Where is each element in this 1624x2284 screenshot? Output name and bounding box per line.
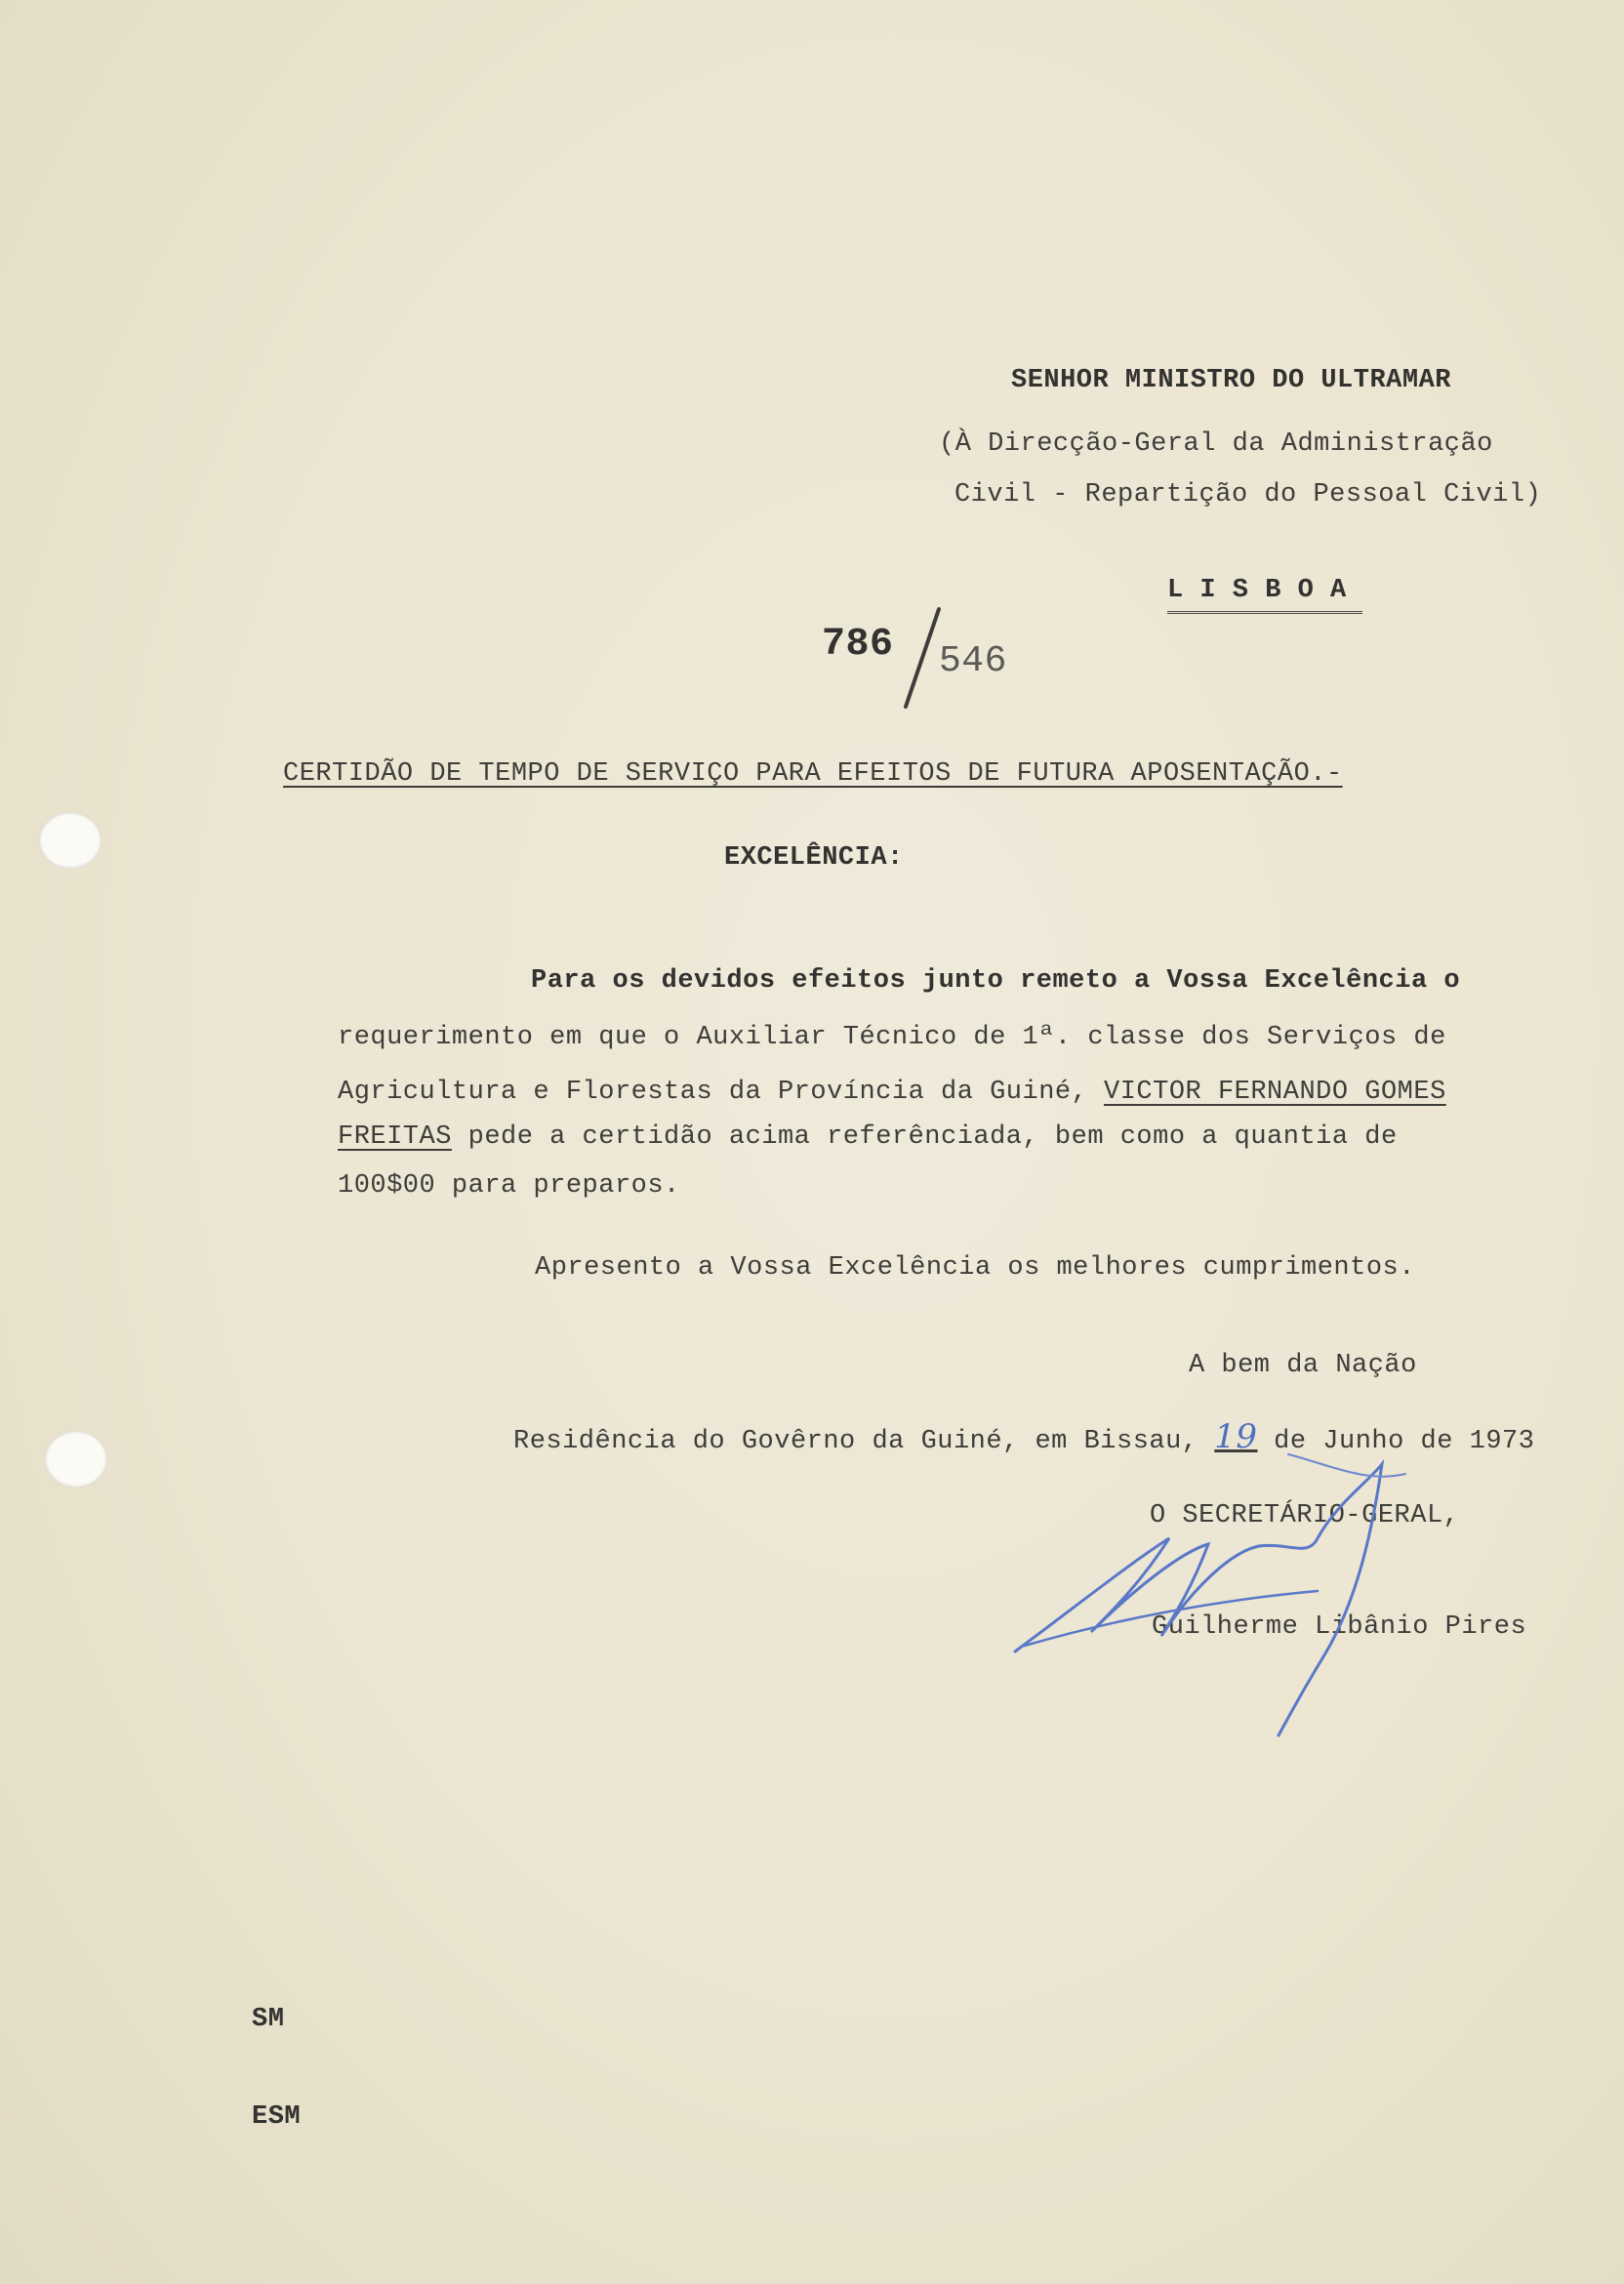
subject-line: CERTIDÃO DE TEMPO DE SERVIÇO PARA EFEITOS DE FUTURA APOSENTAÇÃO.-: [283, 759, 1343, 789]
reference-sub-number: 546: [939, 640, 1007, 682]
footer-initials-2: ESM: [252, 2102, 302, 2132]
punch-hole-bottom: [45, 1431, 107, 1488]
handwritten-signature: [995, 1445, 1581, 1757]
body-p2: Apresento a Vossa Excelência os melhores cumprimentos.: [535, 1253, 1415, 1283]
body-p1-line-4: [338, 1122, 1398, 1152]
place-date-text: Residência do Govêrno da Guiné, em Bissau,: [513, 1427, 1215, 1456]
body-p1-line-2: requerimento em que o Auxiliar Técnico de 1ª. classe dos Serviços de: [338, 1023, 1446, 1052]
date-day: 19: [1214, 1417, 1258, 1456]
city-double-underline: [1167, 611, 1362, 614]
date-month-year: de Junho de 1973: [1257, 1427, 1535, 1456]
addressee-city: L I S B O A: [1167, 576, 1347, 605]
footer-initials-1: SM: [252, 2005, 285, 2034]
body-p1-line-3: [338, 1078, 1446, 1107]
reference-number: 786: [822, 623, 894, 667]
reference-slash: [898, 605, 947, 713]
body-p1-line-4-text: pede a certidão acima referênciada, bem como a quantia de: [451, 1122, 1398, 1152]
signatory-name: Guilherme Libânio Pires: [1152, 1612, 1527, 1642]
addressee-line-2: (À Direcção-Geral da Administração: [939, 429, 1493, 459]
body-p1-line-1: Para os devidos efeitos junto remeto a Vossa Excelência o: [531, 966, 1461, 996]
body-p1-line-5: 100$00 para preparos.: [338, 1171, 680, 1201]
addressee-line-1: SENHOR MINISTRO DO ULTRAMAR: [1011, 366, 1451, 395]
salutation: EXCELÊNCIA:: [724, 843, 904, 873]
person-name-part-1: VICTOR FERNANDO GOMES: [1104, 1078, 1446, 1107]
signer-title: O SECRETÁRIO-GERAL,: [1150, 1501, 1460, 1530]
closing-motto: A bem da Nação: [1189, 1351, 1417, 1380]
addressee-line-3: Civil - Repartição do Pessoal Civil): [954, 480, 1542, 510]
punch-hole-top: [39, 812, 102, 869]
person-name-part-2: FREITAS: [338, 1122, 452, 1152]
body-p1-line-3-text: Agricultura e Florestas da Província da Guiné,: [338, 1078, 1105, 1107]
